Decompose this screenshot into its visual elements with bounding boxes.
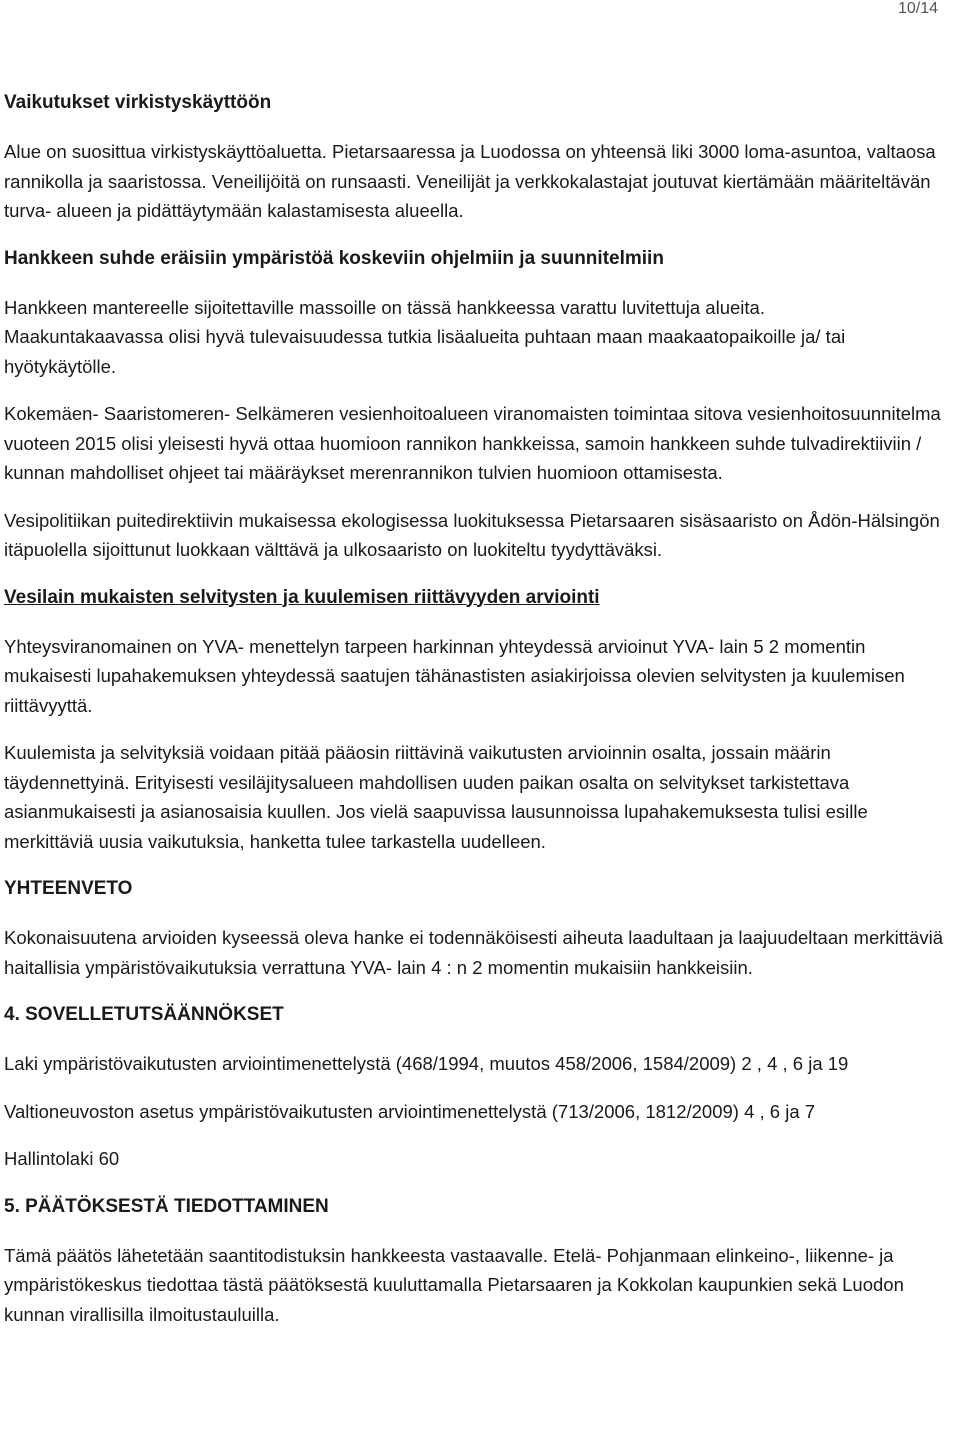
heading-vesilaki: Vesilain mukaisten selvitysten ja kuulemisen riittävyyden arviointi [4, 586, 600, 608]
paragraph: Valtioneuvoston asetus ympäristövaikutusten arviointimenettelystä (713/2006, 1812/2009) 4 , 6 ja 7 [4, 1100, 816, 1122]
heading-sovelletut-saannokset: 4. SOVELLETUTSÄÄNNÖKSET [4, 1004, 284, 1025]
paragraph: Yhteysviranomainen on YVA- menettelyn tarpeen harkinnan yhteydessä arvioinut YVA- lain 5 2 momentin mukaisesti lupahakemuksen yhteydessä saatujen tähänastisten asiakirjoissa olevien selvitysten ja kuulemisen riittävyyttä. [4, 635, 905, 716]
paragraph: Kokemäen- Saaristomeren- Selkämeren vesienhoitoalueen viranomaisten toimintaa sitova vesienhoitosuunnitelma vuoteen 2015 olisi yleisesti hyvä ottaa huomioon rannikon hankkeissa, samoin hankkeen suhde tulvadirektiiviin / kunnan mahdolliset ohjeet tai määräykset merenrannikon tulvien huomioon ottamisesta. [4, 403, 941, 483]
paragraph: Alue on suosittua virkistyskäyttöaluetta. Pietarsaaressa ja Luodossa on yhteensä liki 3000 loma-asuntoa, valtaosa rannikolla ja saaristossa. Veneilijöitä on runsaasti. Veneilijät ja verkkokalastajat joutuvat kiertämään määriteltävän turva- alueen ja pidättäytymään kalastamisesta alueella. [4, 141, 936, 221]
heading-paatoksesta-tiedottaminen: 5. PÄÄTÖKSESTÄ TIEDOTTAMINEN [4, 1195, 329, 1217]
paragraph: Kokonaisuutena arvioiden kyseessä oleva hanke ei todennäköisesti aiheuta laadultaan ja laajuudeltaan merkittäviä haitallisia ympäristövaikutuksia verrattuna YVA- lain 4 : n 2 momentin mukaisiin hankkeisiin. [4, 927, 943, 978]
paragraph: Kuulemista ja selvityksiä voidaan pitää pääosin riittävinä vaikutusten arvioinnin osalta, jossain määrin täydennettyinä. Erityisesti vesiläjitysalueen mahdollisen uuden paikan osalta on selvitykset tarkistettava asianmukaisesti ja asianosaisia kuullen. Jos vielä saapuvissa lausunnoissa lupahakemuksesta tulisi esille merkittäviä uusia vaikutuksia, hanketta tulee tarkastella uudelleen. [4, 742, 868, 852]
heading-ohjelmat: Hankkeen suhde eräisiin ympäristöä koskeviin ohjelmiin ja suunnitelmiin [4, 247, 664, 269]
paragraph: Hallintolaki 60 [4, 1148, 120, 1169]
paragraph: Tämä päätös lähetetään saantitodistuksin hankkeesta vastaavalle. Etelä- Pohjanmaan elinkeino-, liikenne- ja ympäristökeskus tiedottaa tästä päätöksestä kuuluttamalla Pietarsaaren ja Kokkolan kaupunkien sekä Luodon kunnan virallisilla ilmoitustauluilla. [4, 1244, 904, 1325]
heading-yhteenveto: YHTEENVETO [4, 878, 133, 899]
heading-virkistys: Vaikutukset virkistyskäyttöön [4, 92, 272, 113]
paragraph: Vesipolitiikan puitedirektiivin mukaisessa ekologisessa luokituksessa Pietarsaaren sisäsaaristo on Ådön-Hälsingön itäpuolella sijoittunut luokkaan välttävä ja ulkosaaristo on luokiteltu tyydyttäväksi. [4, 509, 940, 560]
page-number: 10/14 [897, 0, 938, 17]
paragraph: Laki ympäristövaikutusten arviointimenettelystä (468/1994, muutos 458/2006, 1584/2009) 2 , 4 , 6 ja 19 [4, 1053, 849, 1074]
paragraph: Maakuntakaavassa olisi hyvä tulevaisuudessa tutkia lisäalueita puhtaan maan maakaatopaikoille ja/ tai hyötykäytölle. [4, 326, 846, 377]
paragraph: Hankkeen mantereelle sijoitettaville massoille on tässä hankkeessa varattu luvitettuja alueita. [4, 296, 765, 318]
document-body [4, 88, 956, 1329]
